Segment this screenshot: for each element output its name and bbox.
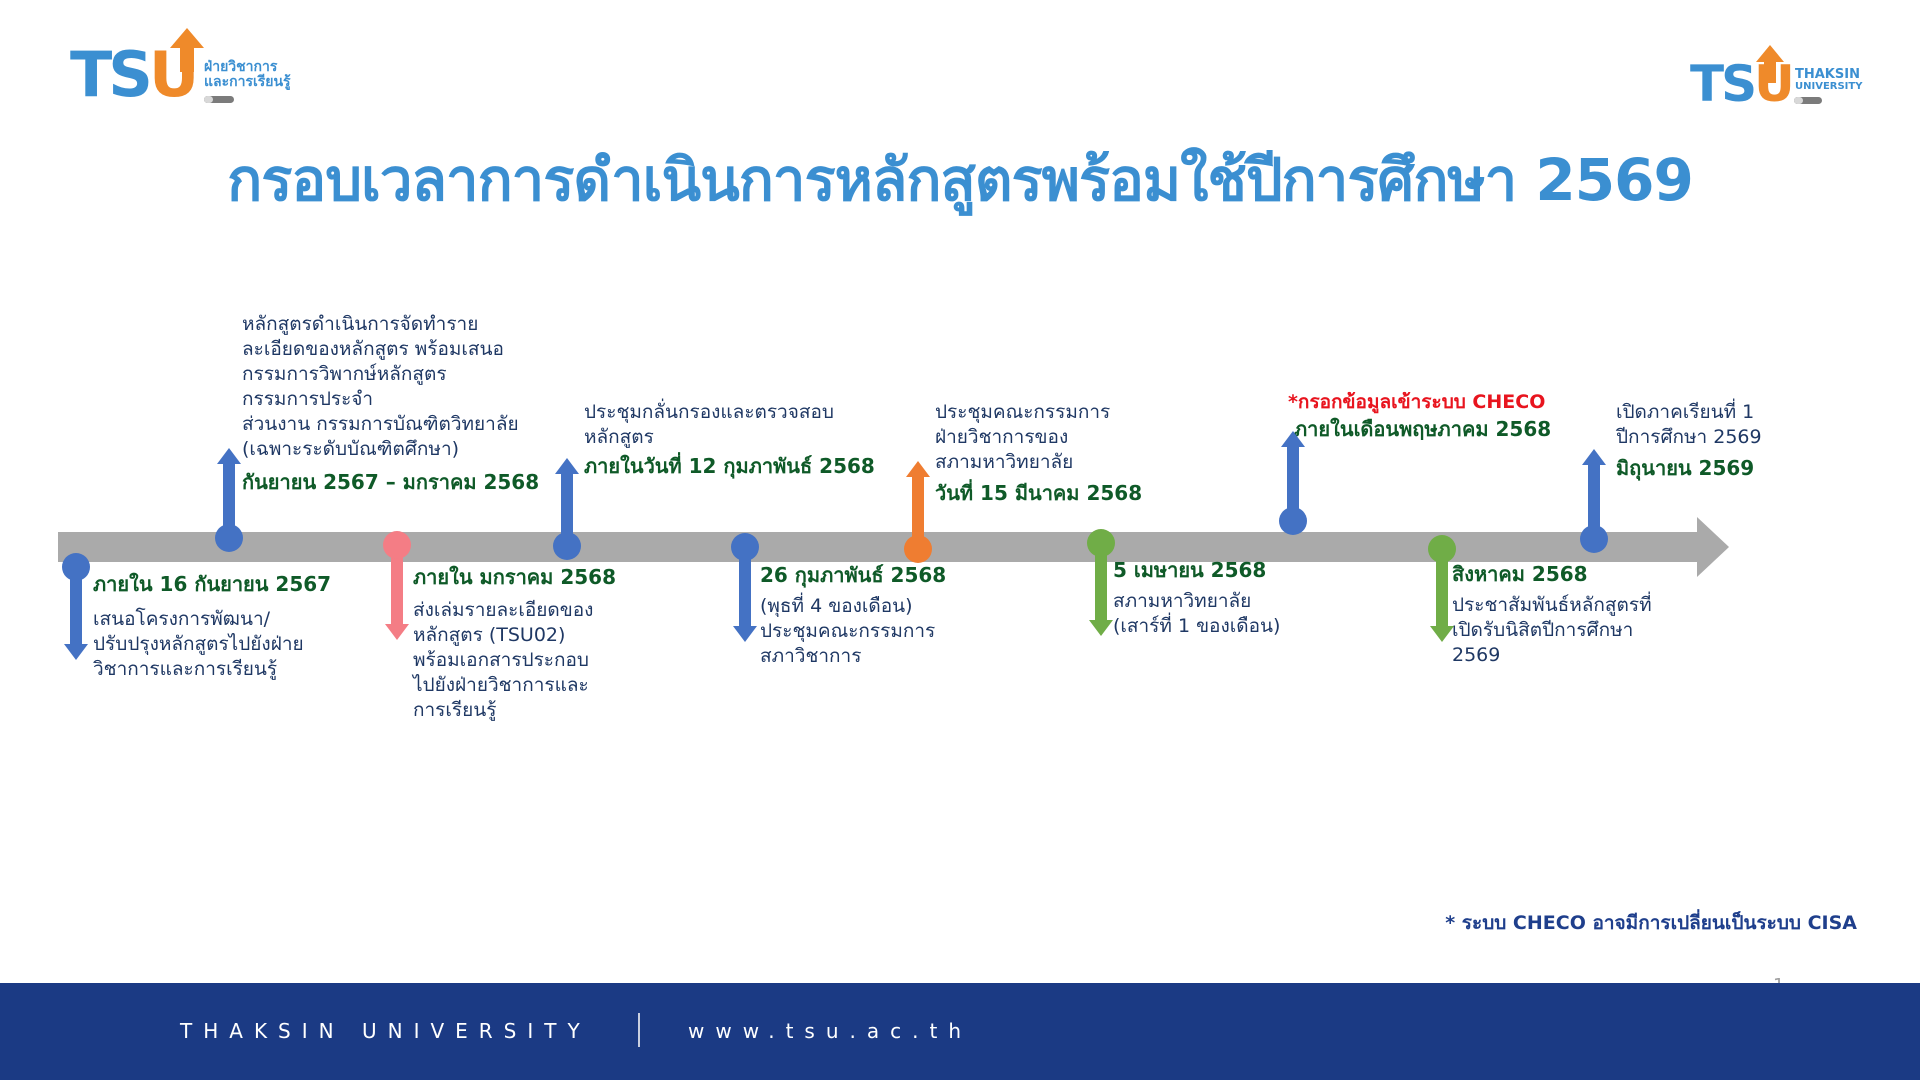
logo-line-2: UNIVERSITY [1795,80,1863,92]
arrow-up-icon [1281,431,1305,515]
timeline-event [242,312,572,495]
event-description: สภามหาวิทยาลัย (เสาร์ที่ 1 ของเดือน) [1113,590,1281,637]
arrow-up-icon [1582,449,1606,533]
timeline-dot [731,533,759,561]
logo-line-2: และการเรียนรู้ [204,73,291,90]
footer-divider [638,1013,640,1047]
event-note: *กรอกข้อมูลเข้าระบบ CHECO [1288,391,1546,413]
event-date: มิถุนายน 2569 [1616,456,1755,480]
logo-line-1: THAKSIN [1795,67,1860,82]
arrow-down-icon [64,570,88,660]
logo-line-1: ฝ่ายวิชาการ [204,59,278,75]
arrow-down-icon [1089,548,1113,636]
footnote: * ระบบ CHECO อาจมีการเปลี่ยนเป็นระบบ CISA [1445,912,1857,934]
event-date: 26 กุมภาพันธ์ 2568 [760,563,947,587]
arrow-up-icon [555,458,579,540]
timeline-dot [553,532,581,560]
event-date: 5 เมษายน 2568 [1113,558,1267,582]
logo-academic-affairs: TSU ฝ่ายวิชาการ และการเรียนรู้ [70,28,300,113]
timeline-dot [62,553,90,581]
timeline-event [935,400,1195,506]
timeline-dot [1428,535,1456,563]
timeline-event [584,400,914,479]
arrow-up-icon [906,461,930,543]
timeline-dot [383,531,411,559]
timeline-event [1452,562,1712,668]
timeline-event [760,563,1010,669]
footer-website: www.tsu.ac.th [688,1019,973,1043]
arrow-down-icon [385,550,409,640]
event-description: เสนอโครงการพัฒนา/ ปรับปรุงหลักสูตรไปยังฝ่าย วิชาการและการเรียนรู้ [93,608,304,680]
event-description: (พุธที่ 4 ของเดือน) ประชุมคณะกรรมการ สภาวิชาการ [760,595,936,667]
timeline-event [1616,400,1816,481]
event-date: กันยายน 2567 – มกราคม 2568 [242,470,540,494]
arrow-up-icon [217,448,241,532]
event-description: หลักสูตรดำเนินการจัดทำราย ละเอียดของหลักสูตร พร้อมเสนอ กรรมการวิพากษ์หลักสูตร กรรมการประจำ ส่วนงาน กรรมการบัณฑิตวิทยาลัย (เฉพาะระดับบัณฑิตศึกษา) [242,313,519,460]
arrow-down-icon [733,552,757,642]
timeline-dot [1580,525,1608,553]
event-date: ภายในวันที่ 12 กุมภาพันธ์ 2568 [584,454,875,478]
timeline-dot [1087,529,1115,557]
footer-university: THAKSIN UNIVERSITY [180,1019,591,1043]
event-description: ส่งเล่มรายละเอียดของ หลักสูตร (TSU02) พร้อมเอกสารประกอบ ไปยังฝ่ายวิชาการและ การเรียนรู้ [413,599,594,721]
arrow-down-icon [1430,554,1454,642]
event-description: ประชาสัมพันธ์หลักสูตรที่ เปิดรับนิสิตปีการศึกษา 2569 [1452,594,1652,666]
event-date: ภายในเดือนพฤษภาคม 2568 [1294,417,1552,441]
event-date: วันที่ 15 มีนาคม 2568 [935,481,1143,505]
page-title: กรอบเวลาการดำเนินการหลักสูตรพร้อมใช้ปีการศึกษา 2569 [227,146,1693,214]
event-description: ประชุมคณะกรรมการ ฝ่ายวิชาการของ สภามหาวิทยาลัย [935,401,1111,473]
logo-thaksin-university: TSU THAKSIN UNIVERSITY [1690,45,1890,120]
timeline-event [93,572,363,682]
event-date: สิงหาคม 2568 [1452,562,1588,586]
event-date: ภายใน 16 กันยายน 2567 [93,572,332,596]
event-description: ประชุมกลั่นกรองและตรวจสอบ หลักสูตร [584,401,834,448]
event-date: ภายใน มกราคม 2568 [413,565,616,589]
timeline-event [1288,390,1568,442]
event-description: เปิดภาคเรียนที่ 1 ปีการศึกษา 2569 [1616,401,1762,448]
timeline-event [1113,558,1373,639]
timeline-dot [1279,507,1307,535]
timeline-dot [215,524,243,552]
timeline-dot [904,535,932,563]
timeline-event [413,565,653,723]
footer-bar [0,983,1920,1080]
